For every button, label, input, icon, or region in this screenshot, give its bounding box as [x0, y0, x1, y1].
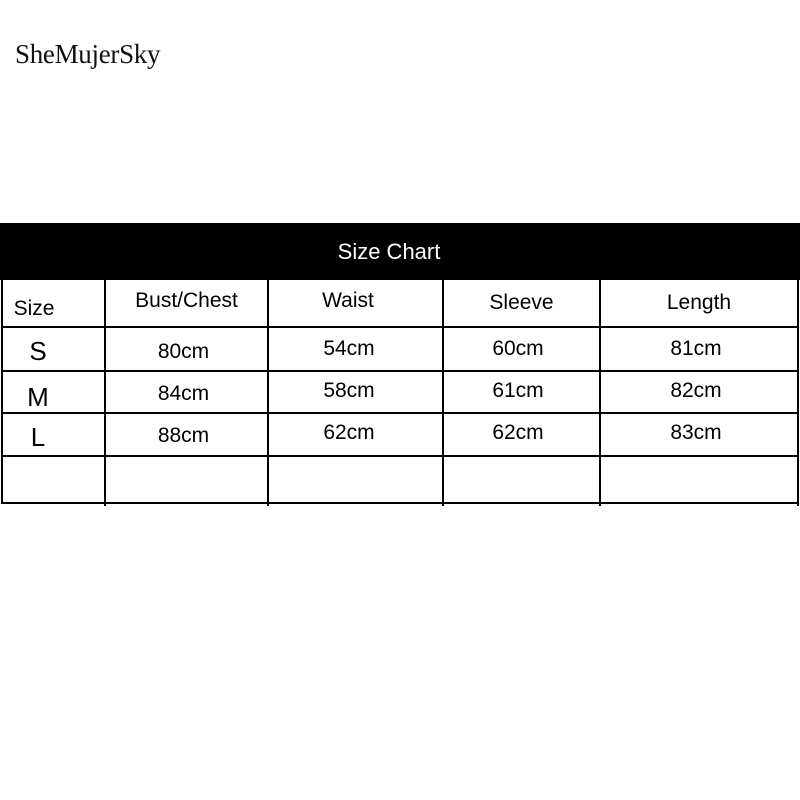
brand-logo: SheMujerSky	[15, 39, 161, 69]
table-cell: 62cm	[492, 421, 544, 444]
empty-cell	[106, 457, 267, 502]
column-header-length: Length	[666, 291, 732, 314]
table-cell: 54cm	[323, 337, 375, 360]
size-label-l: L	[30, 421, 46, 452]
empty-cell	[269, 457, 442, 502]
size-chart-title-bar	[0, 223, 800, 280]
table-cell: 88cm	[157, 424, 210, 447]
table-cell: 81cm	[670, 337, 722, 360]
table-cell: 84cm	[157, 382, 210, 405]
table-cell: 62cm	[323, 421, 375, 444]
row-divider	[1, 502, 798, 504]
column-header-size: Size	[13, 297, 55, 320]
table-cell: 82cm	[670, 379, 722, 402]
table-cell: 80cm	[157, 340, 210, 363]
size-label-m: M	[27, 381, 49, 412]
size-chart-title: Size Chart	[337, 238, 441, 264]
table-cell: 60cm	[492, 337, 544, 360]
size-chart-table	[0, 280, 800, 504]
column-header-bust: Bust/Chest	[135, 289, 238, 312]
table-cell: 83cm	[670, 421, 722, 444]
empty-cell	[601, 457, 797, 502]
size-label-s: S	[29, 335, 47, 366]
table-cell: 58cm	[323, 379, 375, 402]
column-header-waist: Waist	[322, 289, 374, 312]
column-divider	[797, 280, 799, 506]
empty-cell	[444, 457, 599, 502]
table-cell: 61cm	[492, 379, 544, 402]
empty-cell	[3, 457, 103, 502]
column-header-sleeve: Sleeve	[489, 291, 554, 314]
